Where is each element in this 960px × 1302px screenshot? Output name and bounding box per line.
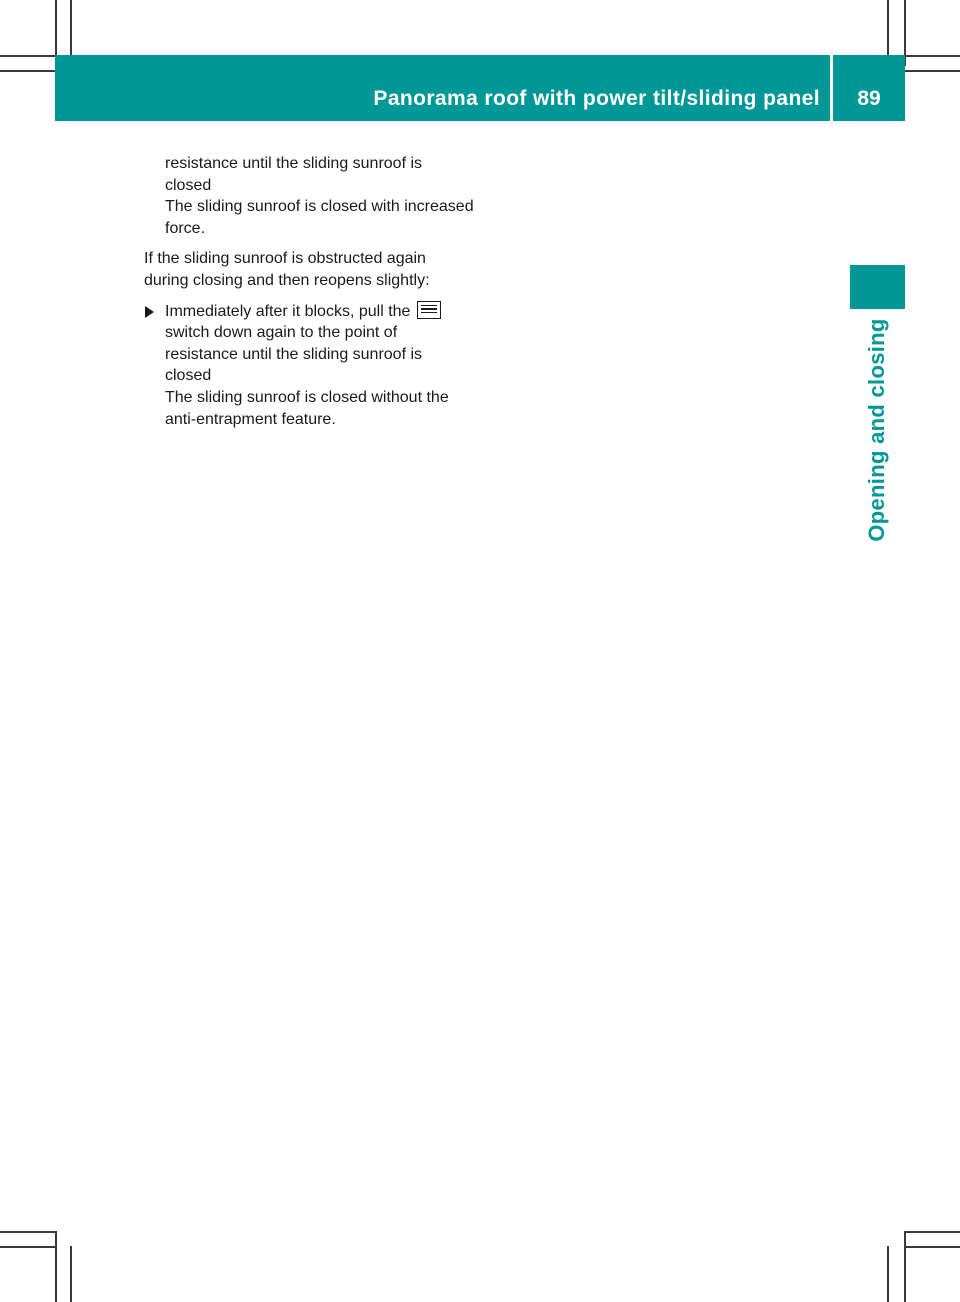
- crop-mark: [887, 0, 889, 56]
- text-line: resistance until the sliding sunroof is: [165, 155, 423, 172]
- crop-mark: [887, 1246, 889, 1302]
- step-line: switch down again to the point of: [165, 324, 398, 342]
- crop-mark: [905, 70, 960, 72]
- result-line: The sliding sunroof is closed without the: [165, 388, 449, 406]
- crop-mark: [904, 1231, 906, 1302]
- step-text: Immediately after it blocks, pull the: [165, 302, 411, 320]
- crop-mark: [905, 1246, 960, 1248]
- step-arrow-icon: [145, 306, 154, 318]
- text-line: closed: [165, 176, 212, 194]
- crop-mark: [70, 0, 72, 56]
- step-line: resistance until the sliding sunroof is: [165, 345, 423, 363]
- result-line: anti-entrapment feature.: [165, 410, 336, 428]
- result-line: The sliding sunroof is closed with increased: [165, 198, 474, 216]
- section-tab-marker: [850, 265, 905, 309]
- step-line: closed: [165, 367, 212, 385]
- crop-mark: [0, 1246, 56, 1248]
- crop-mark: [0, 55, 56, 57]
- step-line: [165, 301, 489, 323]
- instruction-step: [144, 301, 489, 431]
- note-line: If the sliding sunroof is obstructed again: [144, 250, 426, 268]
- page-number: 89: [857, 87, 881, 110]
- page-title: Panorama roof with power tilt/sliding panel: [373, 87, 820, 110]
- crop-mark: [905, 1231, 960, 1233]
- crop-mark: [0, 70, 56, 72]
- crop-mark: [0, 1231, 56, 1233]
- body-text: [144, 153, 489, 430]
- crop-mark: [55, 1231, 57, 1302]
- crop-mark: [70, 1246, 72, 1302]
- sliding-sunroof-switch-icon: [417, 301, 441, 319]
- result-line: force.: [165, 219, 206, 237]
- crop-mark: [905, 55, 960, 57]
- note-line: during closing and then reopens slightly:: [144, 271, 430, 289]
- section-tab-label: Opening and closing: [864, 318, 889, 542]
